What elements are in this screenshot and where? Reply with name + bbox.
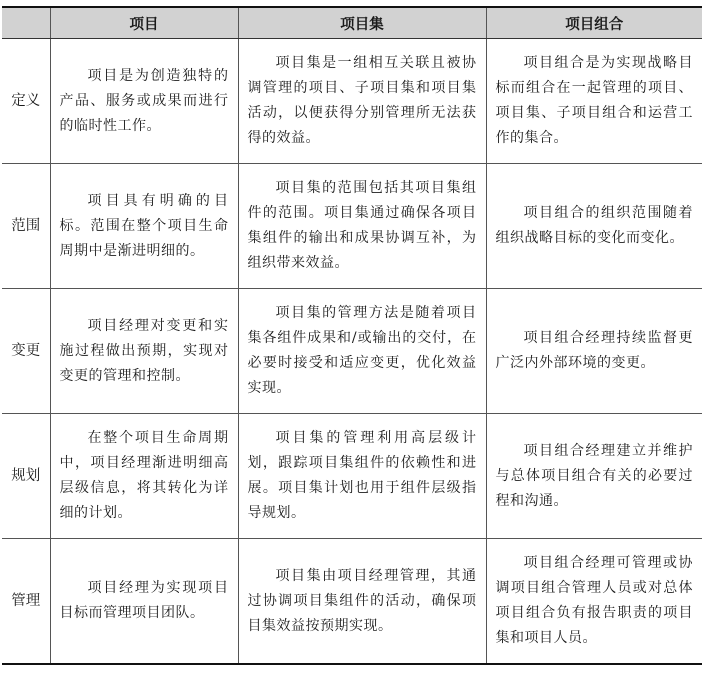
- cell-project: [50, 539, 238, 665]
- cell-text: 项目经理为实现项目目标而管理项目团队。: [59, 580, 229, 621]
- cell-portfolio: [486, 289, 702, 414]
- cell-text: 项目集是一组相互关联且被协调管理的项目、子项目集和项目集活动，以便获得分别管理所无法获得的效益。: [247, 55, 477, 146]
- cell-project: [50, 414, 238, 539]
- cell-portfolio: [486, 539, 702, 665]
- cell-text: 项目组合是为实现战略目标而组合在一起管理的项目、项目集、子项目组合和运营工作的集合。: [495, 55, 693, 146]
- cell-text: 项目具有明确的目标。范围在整个项目生命周期中是渐进明细的。: [59, 192, 229, 259]
- cell-text: 项目是为创造独特的产品、服务或成果而进行的临时性工作。: [59, 67, 229, 134]
- table-row: [2, 414, 702, 539]
- row-label: 规划: [2, 414, 50, 539]
- cell-text: 项目集的范围包括其项目集组件的范围。项目集通过确保各项目集组件的输出和成果协调互补，为组织带来效益。: [247, 180, 477, 271]
- cell-program: [238, 539, 486, 665]
- row-label: 范围: [2, 164, 50, 289]
- header-corner: [2, 7, 50, 39]
- header-program: 项目集: [238, 7, 486, 39]
- cell-portfolio: [486, 164, 702, 289]
- header-project: 项目: [50, 7, 238, 39]
- comparison-table: [2, 6, 702, 665]
- cell-text: 项目集的管理方法是随着项目集各组件成果和/或输出的交付，在必要时接受和适应变更，优化效益实现。: [247, 305, 477, 396]
- cell-program: [238, 414, 486, 539]
- cell-portfolio: [486, 414, 702, 539]
- table-row: [2, 539, 702, 665]
- table-row: [2, 289, 702, 414]
- table-header: [2, 7, 702, 39]
- row-label: 变更: [2, 289, 50, 414]
- header-row: [2, 7, 702, 39]
- table-row: [2, 164, 702, 289]
- cell-text: 在整个项目生命周期中，项目经理渐进明细高层级信息，将其转化为详细的计划。: [59, 430, 229, 521]
- cell-project: [50, 289, 238, 414]
- row-label: 定义: [2, 39, 50, 164]
- cell-text: 项目组合经理持续监督更广泛内外部环境的变更。: [495, 330, 693, 371]
- cell-text: 项目集由项目经理管理，其通过协调项目集组件的活动，确保项目集效益按预期实现。: [247, 567, 477, 634]
- table-body: [2, 39, 702, 665]
- cell-project: [50, 39, 238, 164]
- cell-text: 项目组合经理建立并维护与总体项目组合有关的必要过程和沟通。: [495, 442, 693, 509]
- cell-program: [238, 39, 486, 164]
- cell-text: 项目组合的组织范围随着组织战略目标的变化而变化。: [495, 205, 693, 246]
- cell-portfolio: [486, 39, 702, 164]
- row-label: 管理: [2, 539, 50, 665]
- cell-program: [238, 289, 486, 414]
- cell-project: [50, 164, 238, 289]
- cell-program: [238, 164, 486, 289]
- table-row: [2, 39, 702, 164]
- cell-text: 项目组合经理可管理或协调项目组合管理人员或对总体项目组合负有报告职责的项目集和项目人员。: [495, 555, 693, 646]
- header-portfolio: 项目组合: [486, 7, 702, 39]
- cell-text: 项目经理对变更和实施过程做出预期，实现对变更的管理和控制。: [59, 317, 229, 384]
- cell-text: 项目集的管理利用高层级计划，跟踪项目集组件的依赖性和进展。项目集计划也用于组件层级指导规划。: [247, 430, 477, 521]
